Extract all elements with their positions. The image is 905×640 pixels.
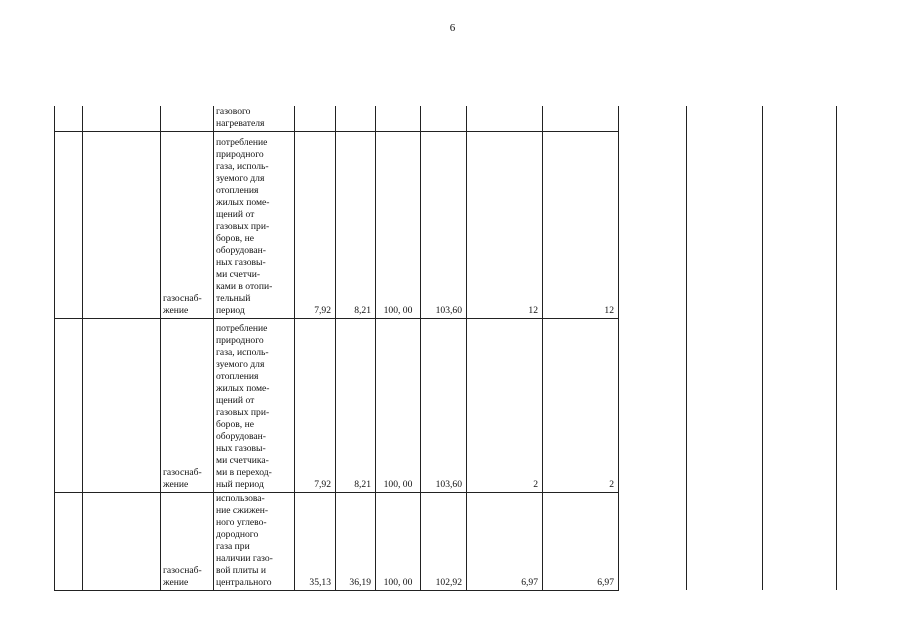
value-cell-4: 103,60 (421, 319, 467, 493)
value-cell-4 (421, 106, 467, 132)
table-row (55, 319, 619, 493)
row-number-cell (55, 132, 83, 319)
value-cell-2: 8,21 (336, 132, 376, 319)
value-cell-6: 2 (543, 319, 619, 493)
value-cell-2: 8,21 (336, 319, 376, 493)
value-cell-6: 6,97 (543, 493, 619, 591)
region-cell (83, 106, 161, 132)
value-cell-1: 7,92 (295, 132, 336, 319)
service-cell: газоснаб- жение (161, 132, 214, 319)
value-cell-1: 7,92 (295, 319, 336, 493)
table-row (55, 132, 619, 319)
column-divider (762, 106, 763, 590)
service-cell: газоснаб- жение (161, 493, 214, 591)
row-number-cell (55, 319, 83, 493)
description-cell: использова- ние сжижен- ного углево- дородного газа при наличии газо- вой плиты и центрального (214, 493, 295, 591)
region-cell (83, 493, 161, 591)
region-cell (83, 132, 161, 319)
value-cell-4: 103,60 (421, 132, 467, 319)
value-cell-3 (376, 106, 421, 132)
column-divider (836, 106, 837, 590)
value-cell-1: 35,13 (295, 493, 336, 591)
value-cell-1 (295, 106, 336, 132)
region-cell (83, 319, 161, 493)
value-cell-3: 100, 00 (376, 493, 421, 591)
table-row (55, 106, 619, 132)
value-cell-6: 12 (543, 132, 619, 319)
value-cell-3: 100, 00 (376, 319, 421, 493)
value-cell-6 (543, 106, 619, 132)
column-divider (686, 106, 687, 590)
service-cell (161, 106, 214, 132)
row-number-cell (55, 493, 83, 591)
value-cell-2: 36,19 (336, 493, 376, 591)
value-cell-5: 2 (467, 319, 543, 493)
row-number-cell (55, 106, 83, 132)
description-cell: потребление природного газа, исполь- зуемого для отопления жилых поме- щений от газовых при- боров, не оборудован- ных газовы- ми счетчи- ками в отопи- тельный период (214, 132, 295, 319)
value-cell-3: 100, 00 (376, 132, 421, 319)
description-cell: потребление природного газа, исполь- зуемого для отопления жилых поме- щений от газовых при- боров, не оборудован- ных газовы- ми счетчика- ми в переход- ный период (214, 319, 295, 493)
page-number: 6 (449, 22, 456, 34)
tariff-table (54, 106, 619, 591)
value-cell-4: 102,92 (421, 493, 467, 591)
value-cell-5 (467, 106, 543, 132)
value-cell-2 (336, 106, 376, 132)
service-cell: газоснаб- жение (161, 319, 214, 493)
value-cell-5: 12 (467, 132, 543, 319)
table-row (55, 493, 619, 591)
value-cell-5: 6,97 (467, 493, 543, 591)
description-cell: газового нагревателя (214, 106, 295, 132)
